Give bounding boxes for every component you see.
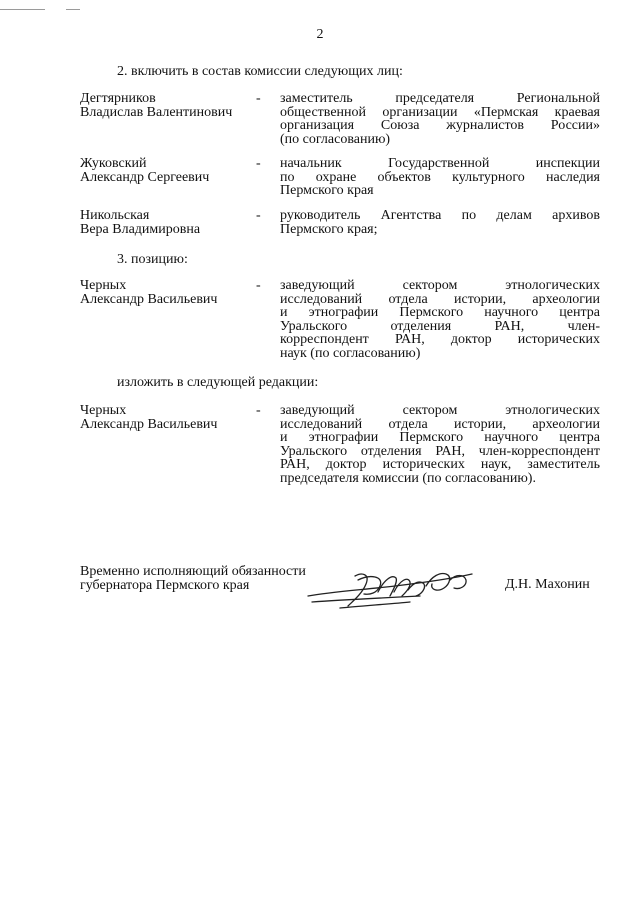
- top-scan-line: [0, 9, 640, 10]
- page-number: 2: [316, 27, 324, 42]
- section-3-label: 3. позицию:: [117, 252, 188, 267]
- entry-dash: -: [256, 403, 261, 418]
- section-2-label: 2. включить в состав комиссии следующих лиц:: [117, 64, 403, 79]
- handwritten-signature-icon: [300, 562, 480, 612]
- member-position: начальник Государственной инспекции по охране объектов культурного наследия Пермского края: [280, 156, 600, 198]
- signatory-title: Временно исполняющий обязанности губернатора Пермского края: [80, 564, 306, 593]
- entry-dash: -: [256, 278, 261, 293]
- entry-dash: -: [256, 208, 261, 223]
- member-position: заведующий сектором этнологических исследований отдела истории, археологии и этнографии Пермского научного центра Уральского отделения РАН, член- корреспондент РАН, доктор исторических наук (по согласованию): [280, 278, 600, 361]
- member-name: Жуковский Александр Сергеевич: [80, 156, 210, 185]
- member-name: Черных Александр Васильевич: [80, 278, 218, 307]
- member-position: заместитель председателя Региональной общественной организации «Пермская краевая организация Союза журналистов России» (по согласованию): [280, 91, 600, 147]
- member-position: руководитель Агентства по делам архивов Пермского края;: [280, 208, 600, 237]
- member-name: Дегтярников Владислав Валентинович: [80, 91, 233, 120]
- signatory-name: Д.Н. Махонин: [505, 577, 590, 592]
- entry-dash: -: [256, 91, 261, 106]
- member-name: Черных Александр Васильевич: [80, 403, 218, 432]
- entry-dash: -: [256, 156, 261, 171]
- member-name: Никольская Вера Владимировна: [80, 208, 201, 237]
- member-position: заведующий сектором этнологических исследований отдела истории, археологии и этнографии Пермского научного центра Уральского отделения РАН, член-корреспондент РАН, доктор исторических наук, заместитель председателя комиссии (по согласованию).: [280, 403, 600, 486]
- section-new-label: изложить в следующей редакции:: [117, 375, 319, 390]
